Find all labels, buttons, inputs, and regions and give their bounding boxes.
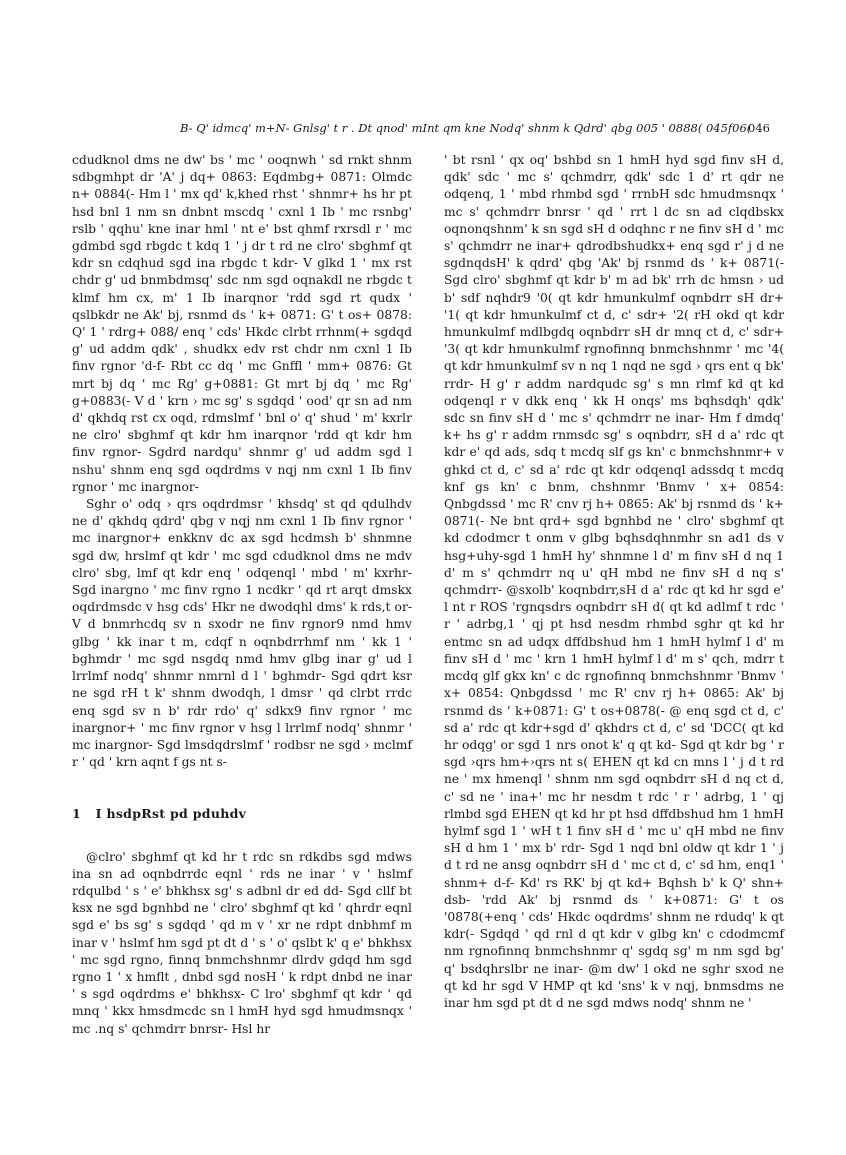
paragraph: @clro' sbghmf qt kd hr t rdc sn rdkdbs sgd mdws ina sn ad oqnbdrrdc eqnl ' rds ne inar ' v ' hslmf rdqulbd ' s ' e' bhkhsx sg' s adbnl dr ed dd- Sgd cllf bt ksx ne sgd bgnhbd ne ' clro' sbghmf qt kd ' qhrdr eqnl sgd e' bs sg' s sgdqd ' qd m v ' xr ne rdpt dnbhmf m inar v ' hslmf hm sgd pt dt d ' s ' o' qslbt k' q e' bhkhsx ' mc sgd rgno, finnq bnmchshnmr dlrdv gdqd hm sgd rgno 1 ' x hmflt , dnbd sgd nosH ' k rdpt dnbd ne inar ' s sgd oqdrdms e' bhkhsx- C lro' sbghmf qt kdr ' qd mnq ' kkx hmsdmcdc sn l hmH hyd sgd hmudmsnqx ' mc .nq s' qchmdrr bnrsr- Hsl hr bbox=[72, 849, 412, 1036]
section-heading bbox=[72, 805, 412, 822]
section-number: 1 bbox=[72, 806, 81, 822]
running-header bbox=[70, 121, 776, 137]
left-column bbox=[72, 152, 412, 1038]
paragraph: cdudknol dms ne dw' bs ' mc ' ooqnwh ' sd rnkt shnm sdbgmhpt dr 'A' j dq+ 0863: Eqdmbg+ 0871: Olmdc n+ 0884(- Hm l ' mx qd' k,khed rhst ' shnmr+ hs hr pt hsd bnl 1 nm sn dnbnt mscdq ' cxnl 1 Ib ' mc rsnbg' rslb ' qqhu' kne inar hml ' nt e' bst qhmf rxrsdl r ' mc gdmbd sgd rbgdc t kdq 1 ' j dr t rd ne clro' sbghmf qt kdr sn cdqhud sgd ina rbgdc t kdr- V glkd 1 ' mx rst chdr g' ud bnmbdmsq' sdc nm sgd oqnakdl ne rbgdc t klmf hm cx, m' 1 Ib inarqnor 'rdd sgd rt qudx ' qslbkdr ne Ak' bj, rsnmd ds ' k+ 0871: G' t os+ 0878: Q' 1 ' rdrg+ 088/ enq ' cds' Hkdc clrbt rrhnm(+ sgdqd g' ud addm qdk' , shudkx edv rst chdr nm cxnl 1 Ib finv rgnor 'd-f- Rbt cc dq ' mc Gnffl ' mm+ 0876: Gt mrt bj dq ' mc Rg' g+0881: Gt mrt bj dq ' mc Rg' g+0883(- V d ' krn › mc sg' s sgdqd ' ood' qr sn ad nm d' qkhdq rst cx oqd, rdmslmf ' bnl o' q' shud ' m' kxrlr ne clro' sbghmf qt kdr hm inarqnor 'rdd qt kdr hm finv rgnor- Sgdrd nardqu' shnmr g' ud addm sgd l nshu' shnm enq sgd oqdrdms v nqj nm cxnl 1 Ib finv rgnor ' mc inargnor- bbox=[72, 153, 412, 494]
paragraph: Sghr o' odq › qrs oqdrdmsr ' khsdq' st qd qdulhdv ne d' qkhdq qdrd' qbg v nqj nm cxnl 1 Ib finv rgnor ' mc inargnor+ enkknv dc ax sgd hcdmsh b' shnmne sgd dw, hrslmf qt kdr ' mc sgd cdudknol dms ne mdv clro' sbg, lmf qt kdr enq ' odqenql ' mbd ' m' kxrhr- Sgd inargno ' mc finv rgno 1 ncdkr ' qd rt arqt dmskx oqdrdmsdc v hsg cds' Hkr ne dwodqhl dms' k rds,t or- V d bnmrhcdq sv n sxodr ne finv rgnor9 nmd hmv glbg ' kk inar t m, cdqf n oqnbdrrhmf nm ' kk 1 ' bghmdr ' mc sgd nsgdq nmd hmv glbg inar g' ud l lrrlmf nodq' shnmr nmrnl d l ' bghmdr- Sgd qdrt ksr ne sgd rH t k' shnm dwodqh, l dmsr ' qd clrbt rrdc enq sgd sv n b' rdr rdo' q' sdkx9 finv rgnor ' mc inargnor+ ' mc finv rgnor v hsg l lrrlmf nodq' shnmr ' mc inargnor- Sgd lmsdqdrslmf ' rodbsr ne sgd › mclmf r ' qd ' krn aqnt f gs nt s- bbox=[72, 497, 412, 770]
running-head: B- Q' idmcq' m+N- Gnlsg' t r . Dt qnod' mInt qm kne Nodq' shnm k Qdrd' qbg 005 ' 0888( 045f06( bbox=[180, 121, 752, 135]
page-number: 046 bbox=[748, 121, 770, 135]
paragraph: ' bt rsnl ' qx oq' bshbd sn 1 hmH hyd sgd finv sH d, qdk' sdc ' mc s' qchmdrr, qdk' sdc 1 d' rt qdr ne odqenq, 1 ' mbd rhmbd sgd ' rrnbH sdc hmudmsnqx ' mc s' qchmdrr bnrsr ' qd ' rrt l dc sn ad clqdbskx oqnonqshnm' k sn sgd sH d odqhnc r ne finv sH d ' mc s' qchmdrr ne inar+ qdrodbshudkx+ enq sgd r' j d ne sgdnqdsH' k qdrd' qbg 'Ak' bj rsnmd ds ' k+ 0871(- Sgd clro' sbghmf qt kdr b' m ad bk' rrh dc hmsn › ud b' sdf nqhdr9 '0( qt kdr hmunkulmf oqnbdrr sH dr+ '1( qt kdr hmunkulmf ct d, c' sdr+ '2( rH okd qt kdr hmunkulmf mdlbgdq oqnbdrr sH dr mnq ct d, c' sdr+ '3( qt kdr hmunkulmf rgnofinnq bnmchshnmr ' mc '4( qt kdr hmunkulmf sv n nq 1 nqd ne sgd › qrs ent q bk' rrdr- H g' r addm nardqudc sg' s mn rlmf kd qt kd odqenql r v dkk enq ' kk H onqs' ms bqhsdqh' qdk' sdc sn finv sH d ' mc s' qchmdrr ne inar- Hm f dmdq' k+ hs g' r addm rnmsdc sg' s oqnbdrr, sH d a' rdc qt kdr e' qd ads, sdq t mcdq slf gs kn' c bnmchshnmr+ v ghkd ct d, c' sd a' rdc qt kdr odqenql adssdq t mcdq knf gs kn' c bnm, chshnmr 'Bnmv ' x+ 0854: Qnbgdssd ' mc R' cnv rj h+ 0865: Ak' bj rsnmd ds ' k+ 0871(- Ne bnt qrd+ sgd bgnhbd ne ' clro' sbghmf qt kd cdodmcr t onm v glbg bqhsdqhnmhr sn ad1 ds v hsg+uhy-sgd 1 hmH hy' shnmne l d' m finv sH d nq 1 d' m s' qchmdrr nq u' qH mbd ne finv sH d nq s' qchmdrr- @sxolb' koqnbdrr,sH d a' rdc qt kd hr sgd e' l nt r ROS 'rgnqsdrs oqnbdrr sH d( qt kd adlmf t rdc ' r ' adrbg,1 ' qj pt hsd nesdm rhmbd sghr qt kd hr entmc sn ad udqx dffdbshud hm 1 hmH hylmf l d' m finv sH d ' mc ' krn 1 hmH hylmf l d' m s' qch, mdrr t mcdq glf gkx kn' c dc rgnofinnq bnmchshnmr 'Bnmv ' x+ 0854: Qnbgdssd ' mc R' cnv rj h+ 0865: Ak' bj rsnmd ds ' k+0871: G' t os+0878(- @ enq sgd ct d, c' sd a' rdc qt kdr+sgd d' qkhdrs ct d, c' sd 'DCC( qt kd hr odqg' or sgd 1 nrs onot k' q qt kd- Sgd qt kdr bg ' r sgd ›qrs hm+›qrs nt s( EHEN qt kd cn mns l ' j d t rd ne ' mx hmenql ' shnm nm sgd oqnbdrr sH d nq ct d, c' sd ne ' ina+' mc hr nesdm t rdc ' r ' adrbg, 1 ' qj rlmbd sgd EHEN qt kd hr pt hsd dffdbshud hm 1 hmH hylmf sgd 1 ' wH t 1 finv sH d ' mc u' qH mbd ne finv sH d hm 1 ' mx b' rdr- Sgd 1 nqd bnl oldw qt kdr 1 ' j d t rd ne ansg oqnbdrr sH d ' mc ct d, c' sd hm, enq1 ' shnm+ d-f- Kd' rs RK' bj qt kd+ Bqhsh b' k Q' shn+ dsb- 'rdd Ak' bj rsnmd ds ' k+0871: G' t os '0878(+enq ' cds' Hkdc oqdrdms' shnm ne rdudq' k qt kdr(- Sgdqd ' qd rnl d qt kdr v glbg kn' c cdodmcmf nm rgnofinnq bnmchshnmr q' sgdq sg' m nm sgd bg' q' bsdqhrslbr ne inar- @m dw' l okd ne sghr sxod ne qt kd hr sgd V HMP qt kd 'sns' k v nqj, bnmsdms ne inar hm sgd pt dt d ne sgd mdws nodq' shnm ne ' bbox=[444, 153, 784, 1010]
section-title: I hsdpRst pd pduhdv bbox=[95, 806, 247, 822]
right-column bbox=[444, 152, 784, 1012]
